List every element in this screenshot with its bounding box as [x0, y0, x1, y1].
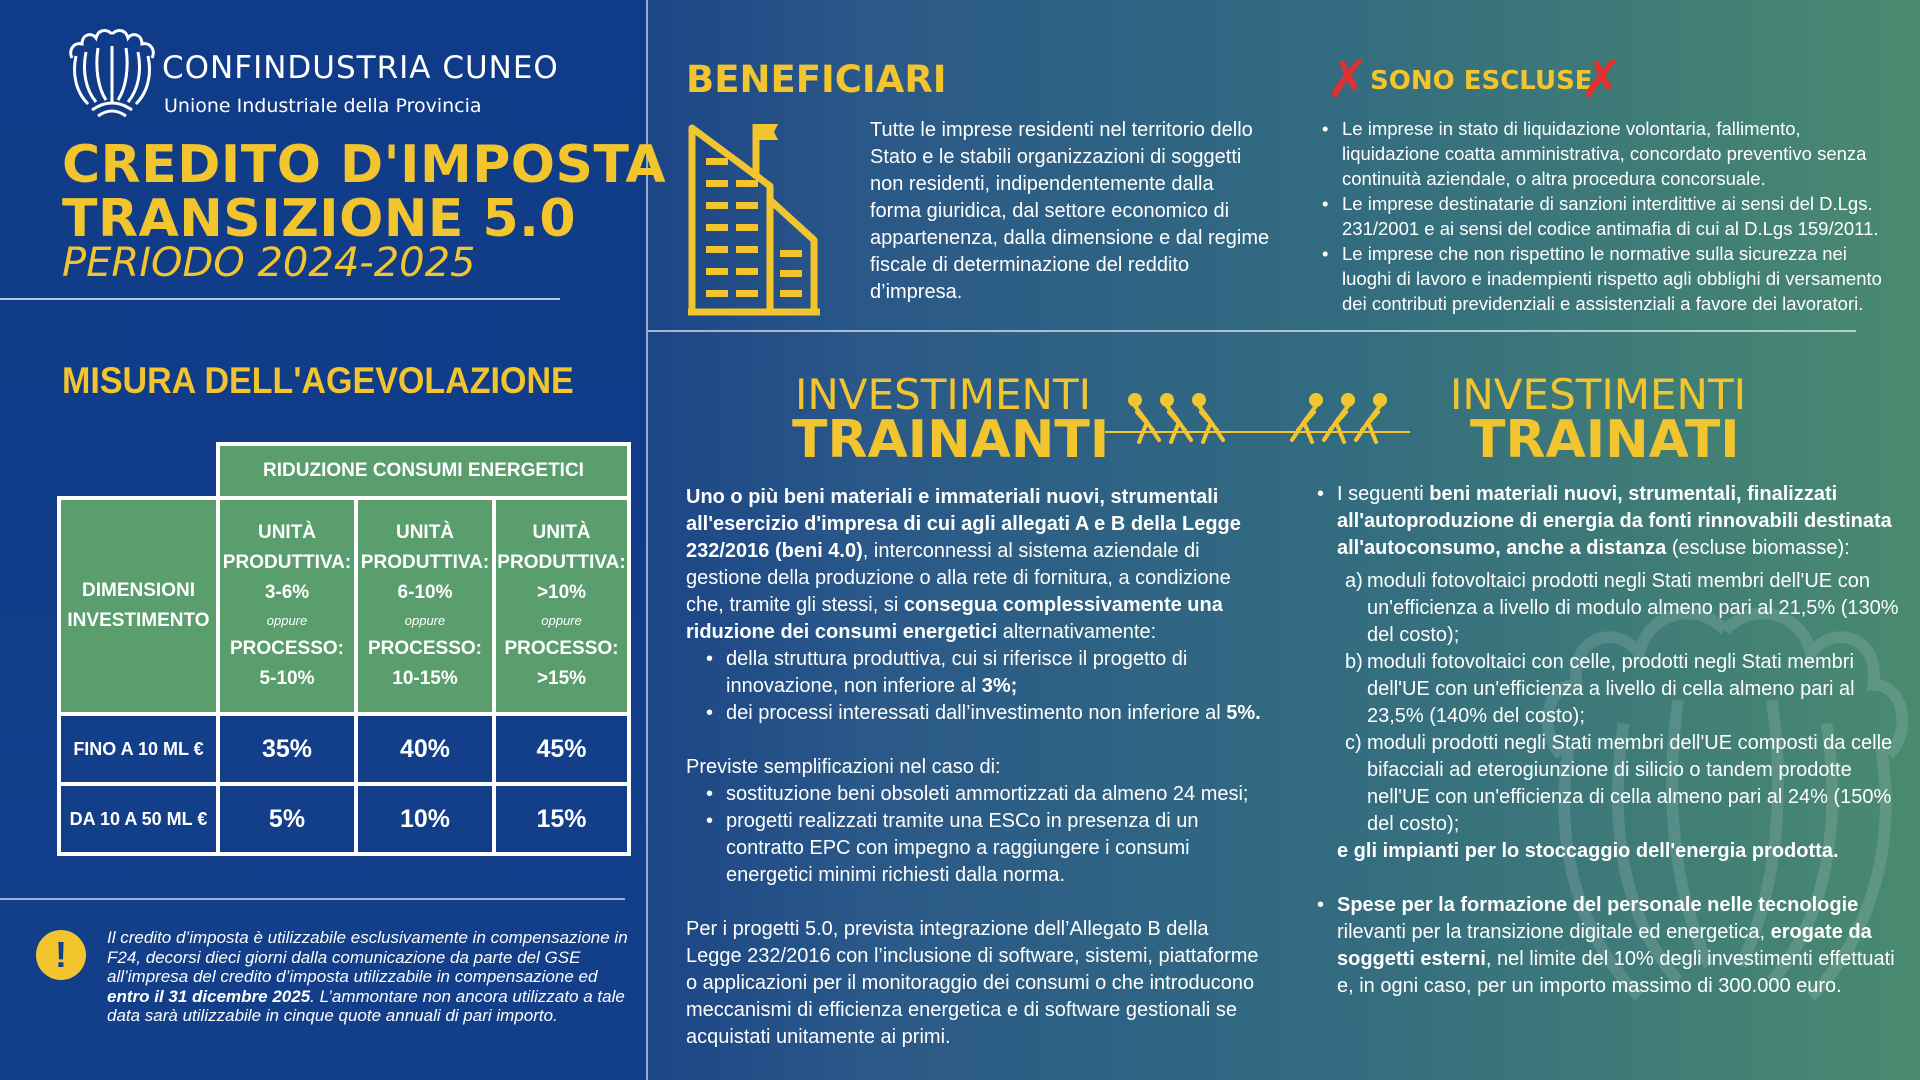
- escluse-heading: SONO ESCLUSE: [1370, 66, 1593, 96]
- table-row-label: DA 10 A 50 ML €: [57, 782, 220, 856]
- page-title: [62, 135, 667, 249]
- logo-watermark-icon: [1530, 590, 1920, 1060]
- trainanti-paragraph: Previste semplificazioni nel caso di:: [686, 756, 1001, 778]
- agevolazione-table: [57, 442, 631, 850]
- table-cell: 10%: [354, 782, 496, 856]
- credit-note: Il credito d’imposta è utilizzabile esclusivamente in compensazione in F24, decorsi dieci giorni dalla comunicazione da parte del GSE all’impresa del credito d’imposta utilizzabile in compensazione ed entro il 31 dicembre 2025. L’ammontare non ancora utilizzato a tale data sarà utilizzabile in cinque quote annuali di pari importo.: [107, 928, 628, 1025]
- table-cell: 35%: [216, 712, 358, 786]
- divider: [0, 298, 560, 300]
- title-line-2: TRANSIZIONE 5.0: [62, 189, 577, 249]
- trainanti-paragraph: Uno o più beni materiali e immateriali nuovi, strumentali all'esercizio d'impresa di cui agli allegati A e B della Legge 232/2016 (beni 4.0), interconnessi al sistema aziendale di gestione della produzione o alla rete di fornitura, a condizione che, tramite gli stessi, si consegua complessivamente una riduzione dei consumi energetici alternativamente:: [686, 486, 1241, 643]
- trainanti-heading-2: TRAINANTI: [792, 410, 1110, 470]
- list-item: • sostituzione beni obsoleti ammortizzati da almeno 24 mesi;: [704, 781, 1266, 808]
- list-item: • dei processi interessati dall’investimento non inferiore al 5%.: [704, 700, 1266, 727]
- list-item: • della struttura produttiva, cui si riferisce il progetto di innovazione, non inferiore al 3%;: [704, 646, 1266, 700]
- x-mark-icon: ✗: [1580, 50, 1624, 110]
- beneficiari-text: Tutte le imprese residenti nel territorio dello Stato e le stabili organizzazioni di soggetti non residenti, indipendentemente dalla forma giuridica, dal settore economico di appartenenza, dalla dimensione e dal regime fiscale di determinazione del reddito d’impresa.: [870, 119, 1270, 303]
- table-col-header: UNITÀ PRODUTTIVA: 3-6% oppure PROCESSO: 5-10%: [216, 496, 358, 716]
- tug-of-war-icon: [1105, 388, 1410, 448]
- table-row-header: DIMENSIONI INVESTIMENTO: [57, 496, 220, 716]
- confindustria-logo-icon: [62, 26, 162, 118]
- list-item: • Le imprese che non rispettino le normative sulla sicurezza nei luoghi di lavoro e inadempienti rispetto agli obblighi di versamento dei contributi previdenziali e assistenziali a favore dei lavoratori.: [1320, 241, 1900, 316]
- list-item: • progetti realizzati tramite una ESCo in presenza di un contratto EPC con impegno a raggiungere i consumi energetici minimi richiesti dalla norma.: [704, 808, 1266, 889]
- trainati-end-note: e gli impianti per lo stoccaggio dell'energia prodotta.: [1337, 840, 1839, 862]
- divider: [648, 330, 1856, 332]
- table-cell: 5%: [216, 782, 358, 856]
- list-item: a) moduli fotovoltaici prodotti negli Stati membri dell'UE con un'efficienza a livello di modulo almeno pari al 21,5% (130% del costo);: [1345, 570, 1899, 646]
- table-top-header: RIDUZIONE CONSUMI ENERGETICI: [216, 442, 631, 500]
- trainati-heading-1: INVESTIMENTI: [1450, 370, 1747, 419]
- brand-subtitle: Unione Industriale della Provincia: [164, 95, 482, 117]
- exclamation-icon: !: [36, 930, 86, 980]
- building-icon: [686, 116, 856, 316]
- misura-heading: MISURA DELL'AGEVOLAZIONE: [62, 360, 574, 401]
- trainanti-body: [686, 484, 1266, 1051]
- table-cell: 40%: [354, 712, 496, 786]
- table-cell: 15%: [492, 782, 631, 856]
- table-row-label: FINO A 10 ML €: [57, 712, 220, 786]
- list-item: • I seguenti beni materiali nuovi, strumentali, finalizzati all'autoproduzione di energia da fonti rinnovabili destinata all'autoconsumo, anche a distanza (escluse biomasse):: [1315, 481, 1915, 562]
- trainanti-paragraph: Per i progetti 5.0, prevista integrazione dell’Allegato B della Legge 232/2016 con l’inclusione di software, sistemi, piattaforme o applicazioni per il monitoraggio dei consumi o che introducono meccanismi di efficienza energetica e di software gestionali se acquistati unitamente ai primi.: [686, 918, 1259, 1048]
- title-period: PERIODO 2024-2025: [62, 240, 476, 286]
- list-item: • Spese per la formazione del personale nelle tecnologie rilevanti per la transizione digitale ed energetica, erogate da soggetti esterni, nel limite del 10% degli investimenti effettuati e, in ogni caso, per un importo massimo di 300.000 euro.: [1315, 892, 1915, 1000]
- divider: [0, 898, 625, 900]
- beneficiari-heading: BENEFICIARI: [686, 58, 947, 101]
- trainati-heading-2: TRAINATI: [1470, 410, 1740, 470]
- list-item: • Le imprese in stato di liquidazione volontaria, fallimento, liquidazione coatta amministrativa, concordato preventivo senza continuità aziendale, o altra procedura concorsuale.: [1320, 116, 1900, 191]
- table-col-header: UNITÀ PRODUTTIVA: >10% oppure PROCESSO: >15%: [492, 496, 631, 716]
- list-item: b) moduli fotovoltaici con celle, prodotti negli Stati membri dell'UE con un'efficienza a livello di cella almeno pari al 23,5% (140% del costo);: [1345, 651, 1855, 727]
- trainanti-heading-1: INVESTIMENTI: [795, 370, 1092, 419]
- list-item: c) moduli prodotti negli Stati membri dell'UE composti da celle bifacciali ad eterogiunzione di silicio o tandem prodotte nell'UE con un'efficienza di cella almeno pari al 24% (150% del costo);: [1345, 732, 1893, 835]
- table-col-header: UNITÀ PRODUTTIVA: 6-10% oppure PROCESSO: 10-15%: [354, 496, 496, 716]
- title-line-1: CREDITO D'IMPOSTA: [62, 135, 667, 195]
- brand-name: CONFINDUSTRIA CUNEO: [162, 50, 559, 86]
- table-cell: 45%: [492, 712, 631, 786]
- list-item: • Le imprese destinatarie di sanzioni interdittive ai sensi del D.Lgs. 231/2001 e ai sensi del codice antimafia di cui al D.Lgs 159/2011.: [1320, 191, 1900, 241]
- escluse-list: [1320, 116, 1900, 316]
- x-mark-icon: ✗: [1326, 50, 1370, 110]
